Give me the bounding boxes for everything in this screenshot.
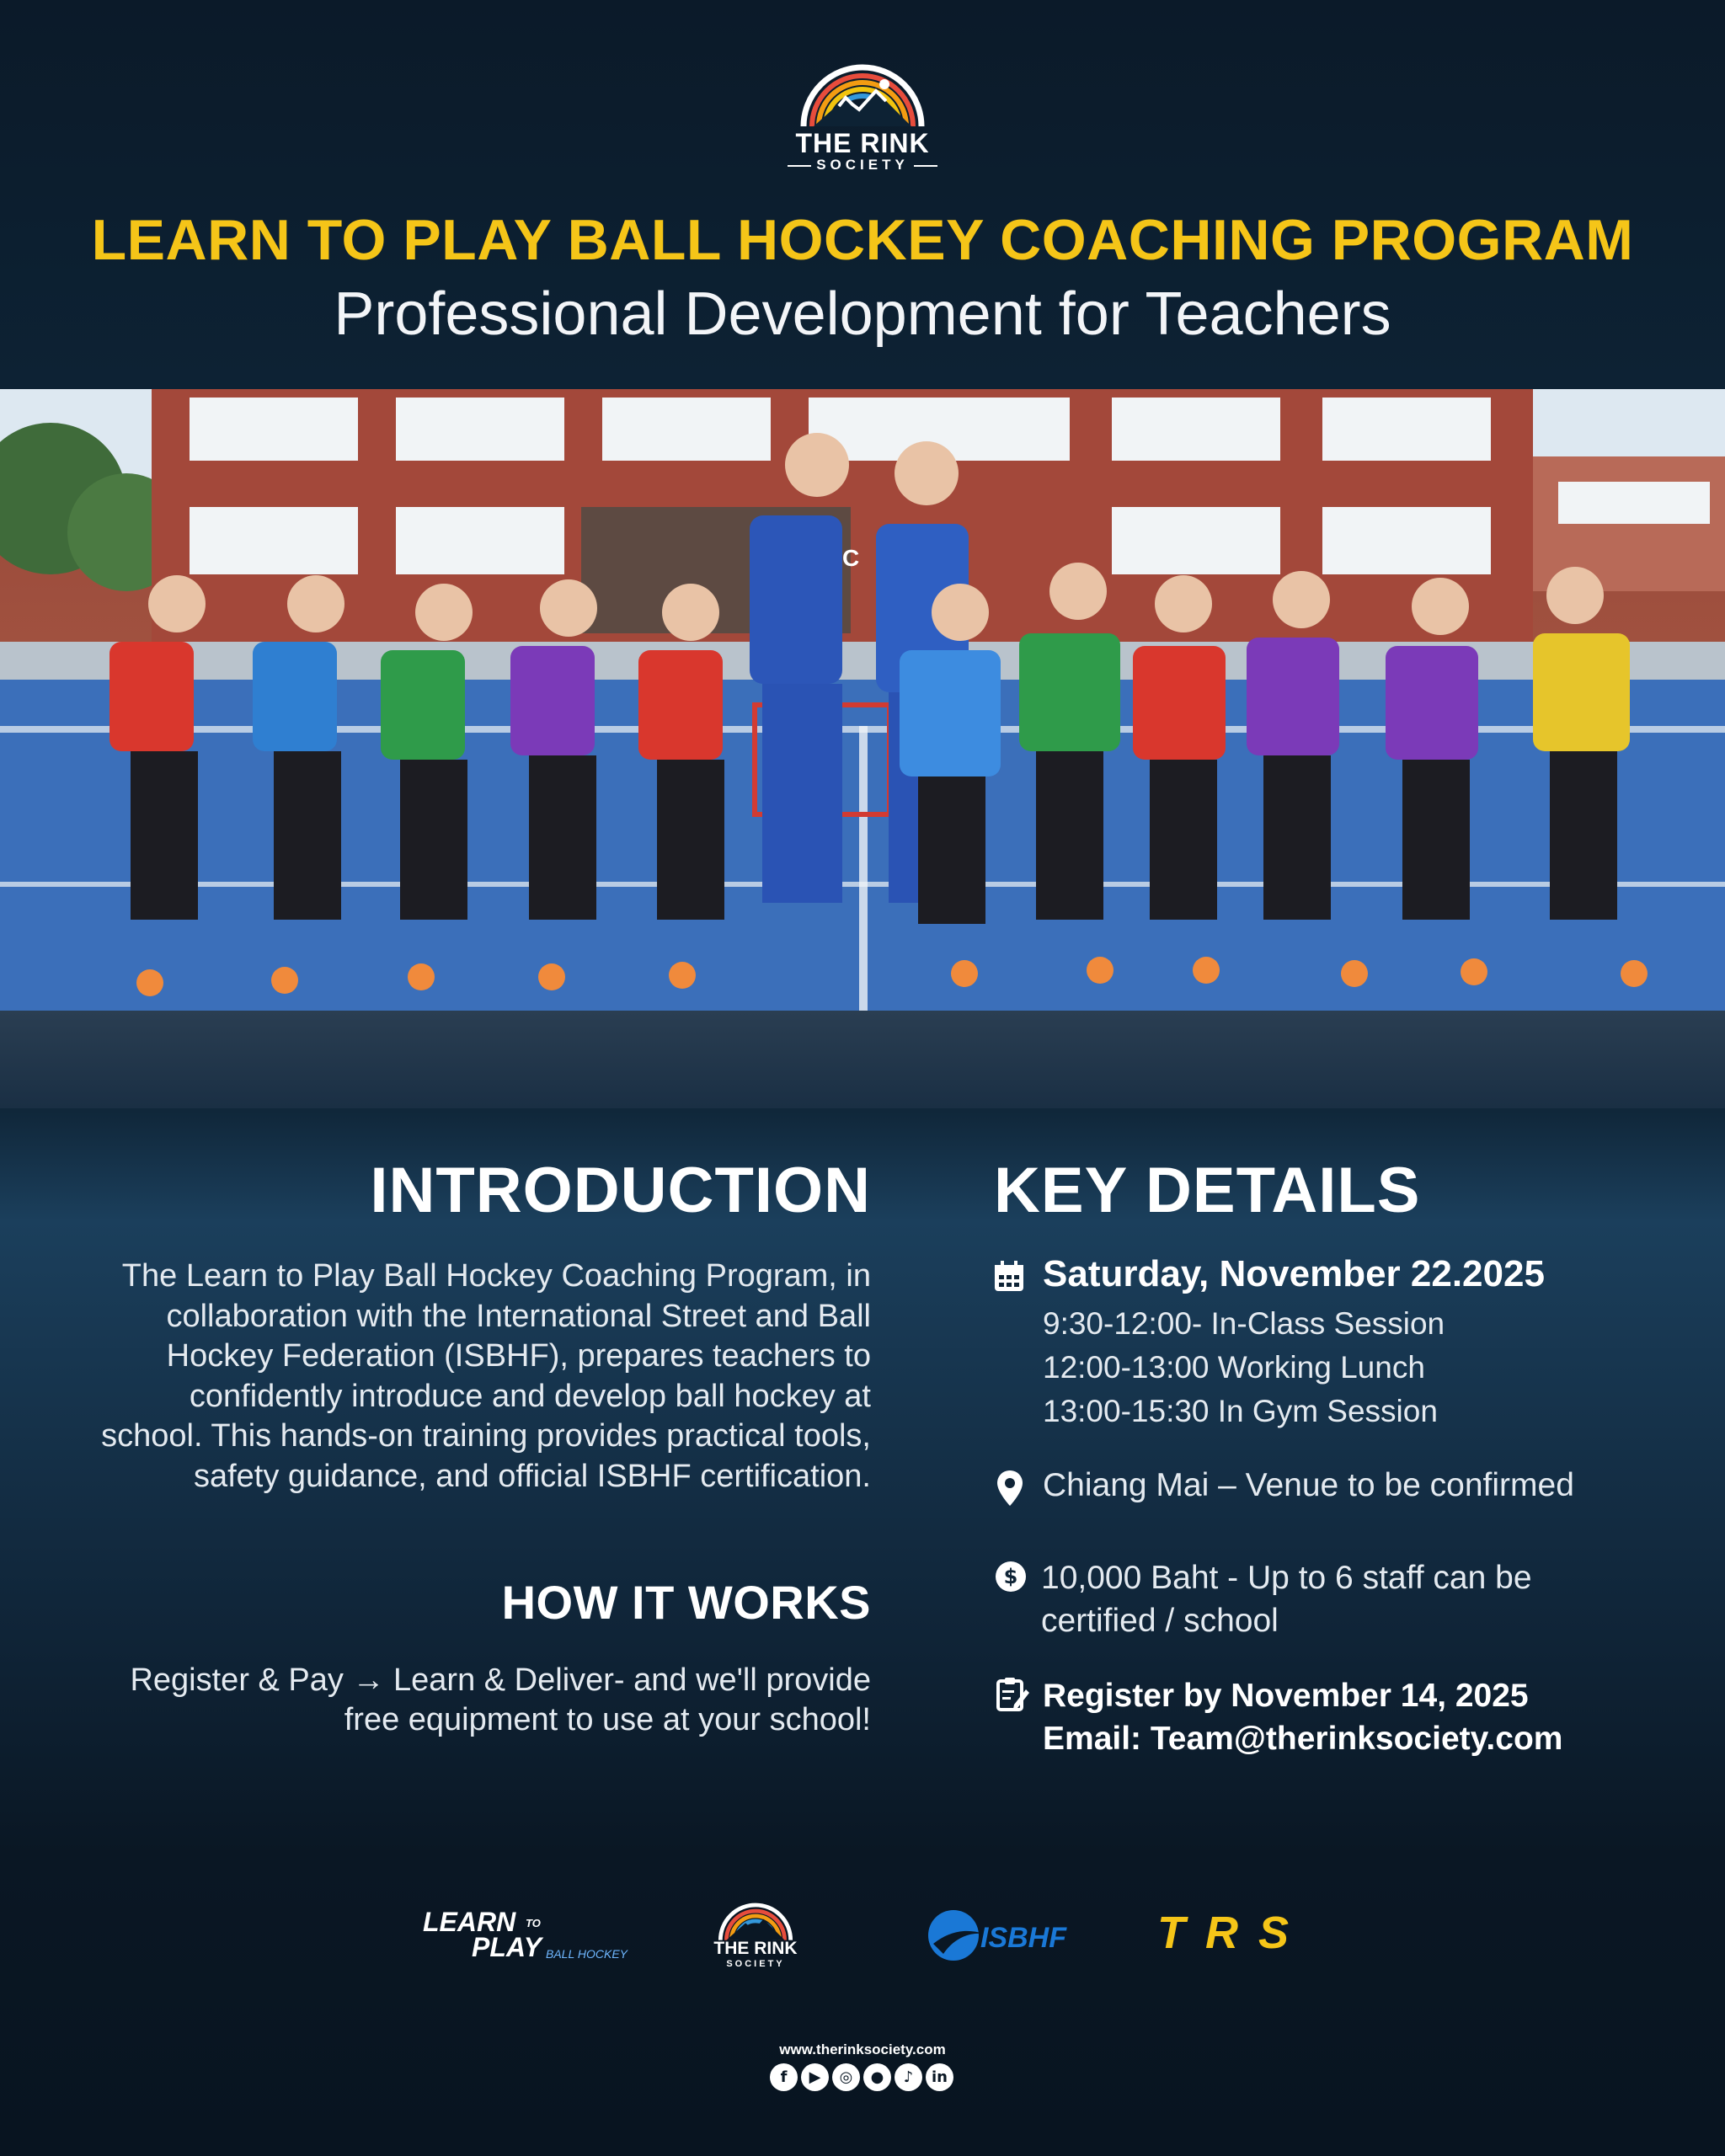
- page-title: LEARN TO PLAY BALL HOCKEY COACHING PROGRAM: [91, 208, 1634, 272]
- schedule-item: 12:00-13:00 Working Lunch: [1043, 1350, 1425, 1385]
- price-line: certified / school: [1041, 1603, 1279, 1639]
- schedule-item: 9:30-12:00- In-Class Session: [1043, 1306, 1445, 1341]
- event-date: Saturday, November 22.2025: [1043, 1253, 1545, 1294]
- rainbow-mountain-icon: [716, 1900, 795, 1942]
- how-it-works-body: Register & Pay → Learn & Deliver- and we'll provide free equipment to use at your school!: [130, 1662, 871, 1737]
- ltp-to-text: TO: [526, 1917, 541, 1929]
- website-link[interactable]: www.therinksociety.com: [779, 2041, 946, 2057]
- rink-footer-name: THE RINK: [713, 1939, 798, 1958]
- trs-logo: TRS: [1157, 1908, 1309, 1958]
- line-icon[interactable]: ●: [863, 2063, 891, 2091]
- photo-shadow: [0, 1011, 1725, 1108]
- rink-footer-subname: SOCIETY: [726, 1959, 785, 1969]
- rink-logo-name: THE RINK: [795, 128, 930, 158]
- event-location: Chiang Mai – Venue to be confirmed: [1043, 1467, 1574, 1503]
- introduction-heading: INTRODUCTION: [370, 1155, 871, 1226]
- event-price: [1041, 1556, 1681, 1642]
- isbhf-swoosh-icon: [925, 1905, 985, 1966]
- rink-society-logo: [778, 59, 947, 177]
- calendar-icon: [992, 1260, 1026, 1294]
- isbhf-text: ISBHF: [980, 1922, 1066, 1954]
- social-links: [770, 2063, 959, 2094]
- tiktok-icon[interactable]: ♪: [895, 2063, 922, 2091]
- registration-info: [1043, 1674, 1700, 1760]
- dollar-icon: [994, 1560, 1028, 1593]
- ltp-learn-text: LEARN: [423, 1907, 516, 1937]
- how-it-works-heading: HOW IT WORKS: [501, 1576, 871, 1629]
- page-subtitle: Professional Development for Teachers: [334, 280, 1391, 348]
- youtube-icon[interactable]: ▶: [801, 2063, 829, 2091]
- ltp-play-text: PLAY: [472, 1932, 542, 1962]
- key-details-heading: KEY DETAILS: [994, 1155, 1421, 1226]
- price-line: 10,000 Baht - Up to 6 staff can be: [1041, 1560, 1532, 1596]
- team-photo: [0, 389, 1725, 1011]
- contact-email[interactable]: Email: Team@therinksociety.com: [1043, 1721, 1563, 1757]
- group-photo-icon: [0, 389, 1725, 1011]
- clipboard-icon: [996, 1676, 1029, 1713]
- location-pin-icon: [996, 1469, 1024, 1508]
- schedule-list: [1043, 1302, 1683, 1433]
- svg-text:$: $: [1003, 1565, 1018, 1588]
- linkedin-icon[interactable]: in: [926, 2063, 953, 2091]
- introduction-body: The Learn to Play Ball Hockey Coaching Program, in collaboration with the International Street and Ball Hockey Federation (ISBHF), prepares teachers to confidently introduce and develop ball hockey at school. This hands-on training provides practical tools, safety guidance, and official ISBHF certification.: [101, 1258, 871, 1494]
- learn-to-play-logo: [419, 1907, 638, 1966]
- coach-jersey-letter: C: [842, 545, 860, 571]
- ltp-ball-hockey-text: BALL HOCKEY: [546, 1947, 628, 1961]
- rink-logo-subname: SOCIETY: [778, 157, 947, 173]
- instagram-icon[interactable]: ◎: [832, 2063, 860, 2091]
- rink-society-footer-logo: [699, 1900, 812, 1971]
- schedule-item: 13:00-15:30 In Gym Session: [1043, 1394, 1438, 1428]
- facebook-icon[interactable]: f: [770, 2063, 798, 2091]
- rainbow-mountain-icon: [798, 59, 927, 130]
- register-deadline: Register by November 14, 2025: [1043, 1678, 1529, 1714]
- isbhf-logo: [925, 1905, 1085, 1966]
